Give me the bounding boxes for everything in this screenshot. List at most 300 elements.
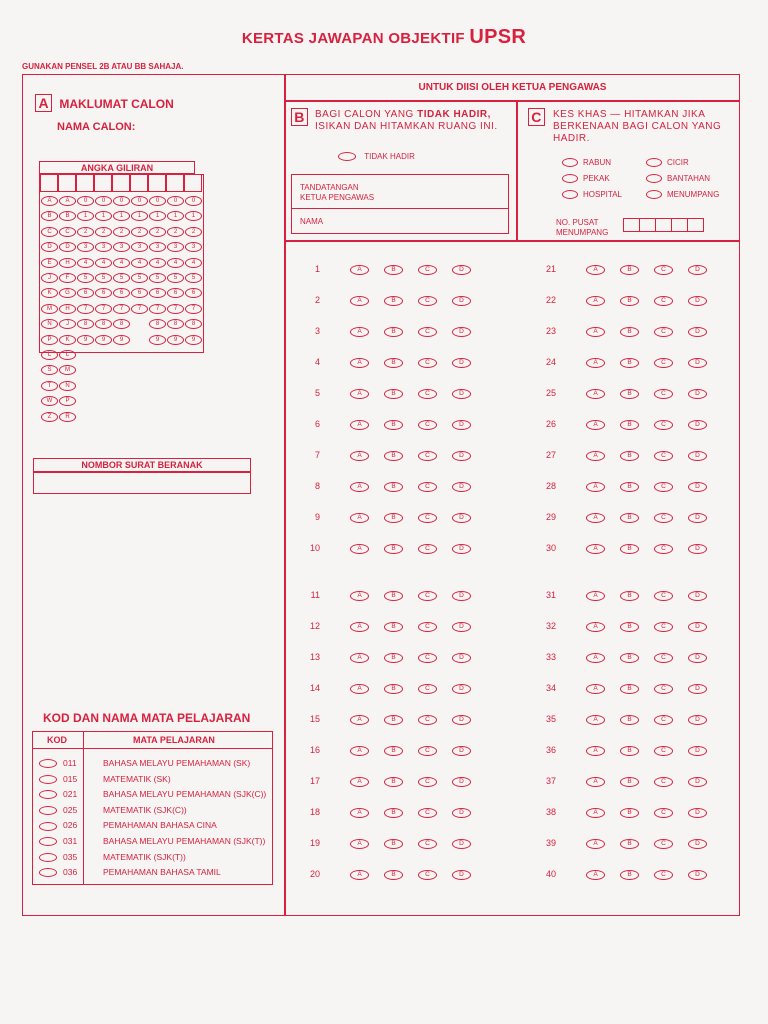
ag-bubble-7-1[interactable]: 1	[149, 211, 166, 221]
kes-option-pekak[interactable]	[562, 174, 610, 183]
answer-bubble-30-a[interactable]: A	[586, 544, 605, 554]
subject-row[interactable]	[39, 836, 269, 846]
answer-bubble-39-b[interactable]: B	[620, 839, 639, 849]
ag-bubble-4-6[interactable]: 6	[95, 288, 112, 298]
answer-bubble-2-d[interactable]: D	[452, 296, 471, 306]
answer-bubble-29-d[interactable]: D	[688, 513, 707, 523]
answer-bubble-18-c[interactable]: C	[418, 808, 437, 818]
answer-bubble-36-c[interactable]: C	[654, 746, 673, 756]
answer-bubble-21-d[interactable]: D	[688, 265, 707, 275]
ag-bubble-3-0[interactable]: 0	[77, 196, 94, 206]
question-number: 22	[545, 295, 556, 305]
ag-bubble-3-7[interactable]: 7	[77, 304, 94, 314]
ag-bubble-2-D[interactable]: D	[59, 242, 76, 252]
answer-bubble-27-d[interactable]: D	[688, 451, 707, 461]
subject-bubble[interactable]	[39, 790, 57, 799]
ag-bubble-9-6[interactable]: 6	[185, 288, 202, 298]
answer-bubble-17-d[interactable]: D	[452, 777, 471, 787]
ag-bubble-9-5[interactable]: 5	[185, 273, 202, 283]
answer-bubble-10-c[interactable]: C	[418, 544, 437, 554]
answer-bubble-26-b[interactable]: B	[620, 420, 639, 430]
answer-bubble-22-d[interactable]: D	[688, 296, 707, 306]
answer-bubble-9-d[interactable]: D	[452, 513, 471, 523]
answer-bubble-15-d[interactable]: D	[452, 715, 471, 725]
answer-bubble-3-c[interactable]: C	[418, 327, 437, 337]
answer-bubble-31-b[interactable]: B	[620, 591, 639, 601]
answer-bubble-12-b[interactable]: B	[384, 622, 403, 632]
ag-bubble-4-2[interactable]: 2	[95, 227, 112, 237]
ag-bubble-1-B[interactable]: B	[41, 211, 58, 221]
answer-bubble-22-c[interactable]: C	[654, 296, 673, 306]
answer-bubble-18-d[interactable]: D	[452, 808, 471, 818]
answer-bubble-25-a[interactable]: A	[586, 389, 605, 399]
answer-bubble-28-a[interactable]: A	[586, 482, 605, 492]
answer-bubble-37-d[interactable]: D	[688, 777, 707, 787]
answer-bubble-16-a[interactable]: A	[350, 746, 369, 756]
ag-bubble-4-0[interactable]: 0	[95, 196, 112, 206]
answer-bubble-13-c[interactable]: C	[418, 653, 437, 663]
ag-bubble-1-S[interactable]: S	[41, 365, 58, 375]
ag-bubble-2-G[interactable]: G	[59, 288, 76, 298]
answer-bubble-17-b[interactable]: B	[384, 777, 403, 787]
ag-bubble-1-M[interactable]: M	[41, 304, 58, 314]
answer-bubble-7-d[interactable]: D	[452, 451, 471, 461]
subject-bubble[interactable]	[39, 868, 57, 877]
answer-bubble-23-c[interactable]: C	[654, 327, 673, 337]
ag-bubble-4-4[interactable]: 4	[95, 258, 112, 268]
answer-bubble-13-b[interactable]: B	[384, 653, 403, 663]
answer-bubble-13-a[interactable]: A	[350, 653, 369, 663]
answer-bubble-35-c[interactable]: C	[654, 715, 673, 725]
ag-bubble-1-P[interactable]: P	[41, 335, 58, 345]
answer-bubble-22-a[interactable]: A	[586, 296, 605, 306]
mata-header: MATA PELAJARAN	[133, 735, 215, 745]
ag-bubble-4-5[interactable]: 5	[95, 273, 112, 283]
ag-bubble-8-1[interactable]: 1	[167, 211, 184, 221]
answer-bubble-12-d[interactable]: D	[452, 622, 471, 632]
ag-bubble-2-A[interactable]: A	[59, 196, 76, 206]
ag-bubble-8-9[interactable]: 9	[167, 335, 184, 345]
answer-bubble-25-b[interactable]: B	[620, 389, 639, 399]
ag-bubble-7-3[interactable]: 3	[149, 242, 166, 252]
answer-bubble-6-b[interactable]: B	[384, 420, 403, 430]
answer-bubble-38-c[interactable]: C	[654, 808, 673, 818]
ag-bubble-9-1[interactable]: 1	[185, 211, 202, 221]
ag-bubble-3-2[interactable]: 2	[77, 227, 94, 237]
ag-bubble-7-7[interactable]: 7	[149, 304, 166, 314]
subject-bubble[interactable]	[39, 837, 57, 846]
answer-bubble-32-b[interactable]: B	[620, 622, 639, 632]
ag-bubble-1-D[interactable]: D	[41, 242, 58, 252]
ag-bubble-9-9[interactable]: 9	[185, 335, 202, 345]
answer-bubble-10-d[interactable]: D	[452, 544, 471, 554]
answer-bubble-14-c[interactable]: C	[418, 684, 437, 694]
ag-bubble-6-6[interactable]: 6	[131, 288, 148, 298]
ag-bubble-8-5[interactable]: 5	[167, 273, 184, 283]
answer-bubble-34-d[interactable]: D	[688, 684, 707, 694]
ag-bubble-5-9[interactable]: 9	[113, 335, 130, 345]
answer-bubble-13-d[interactable]: D	[452, 653, 471, 663]
answer-bubble-29-a[interactable]: A	[586, 513, 605, 523]
answer-bubble-11-d[interactable]: D	[452, 591, 471, 601]
ag-bubble-1-W[interactable]: W	[41, 396, 58, 406]
answer-bubble-5-a[interactable]: A	[350, 389, 369, 399]
answer-bubble-6-a[interactable]: A	[350, 420, 369, 430]
ag-bubble-2-H[interactable]: H	[59, 304, 76, 314]
ag-bubble-4-8[interactable]: 8	[95, 319, 112, 329]
answer-bubble-14-a[interactable]: A	[350, 684, 369, 694]
answer-bubble-33-b[interactable]: B	[620, 653, 639, 663]
ag-bubble-2-N[interactable]: N	[59, 381, 76, 391]
kes-bubble[interactable]	[646, 174, 662, 183]
answer-bubble-20-c[interactable]: C	[418, 870, 437, 880]
ag-bubble-7-2[interactable]: 2	[149, 227, 166, 237]
subject-row[interactable]	[39, 789, 269, 799]
answer-bubble-17-c[interactable]: C	[418, 777, 437, 787]
answer-bubble-39-c[interactable]: C	[654, 839, 673, 849]
answer-bubble-20-b[interactable]: B	[384, 870, 403, 880]
ag-bubble-7-6[interactable]: 6	[149, 288, 166, 298]
answer-bubble-11-c[interactable]: C	[418, 591, 437, 601]
answer-bubble-24-a[interactable]: A	[586, 358, 605, 368]
ag-bubble-7-9[interactable]: 9	[149, 335, 166, 345]
answer-bubble-38-d[interactable]: D	[688, 808, 707, 818]
signature-box[interactable]	[291, 174, 509, 234]
angka-giliran-title: ANGKA GILIRAN	[39, 161, 195, 174]
answer-bubble-25-d[interactable]: D	[688, 389, 707, 399]
ag-bubble-7-8[interactable]: 8	[149, 319, 166, 329]
answer-bubble-20-d[interactable]: D	[452, 870, 471, 880]
answer-bubble-4-c[interactable]: C	[418, 358, 437, 368]
ag-bubble-6-2[interactable]: 2	[131, 227, 148, 237]
ag-bubble-8-4[interactable]: 4	[167, 258, 184, 268]
subject-row[interactable]	[39, 867, 269, 877]
answer-bubble-10-a[interactable]: A	[350, 544, 369, 554]
answer-bubble-16-c[interactable]: C	[418, 746, 437, 756]
ag-bubble-5-8[interactable]: 8	[113, 319, 130, 329]
answer-bubble-15-a[interactable]: A	[350, 715, 369, 725]
kes-option-hospital[interactable]	[562, 190, 622, 199]
answer-bubble-28-d[interactable]: D	[688, 482, 707, 492]
answer-bubble-39-a[interactable]: A	[586, 839, 605, 849]
ag-bubble-9-8[interactable]: 8	[185, 319, 202, 329]
ag-bubble-8-0[interactable]: 0	[167, 196, 184, 206]
answer-bubble-36-a[interactable]: A	[586, 746, 605, 756]
answer-bubble-21-c[interactable]: C	[654, 265, 673, 275]
ag-bubble-2-M[interactable]: M	[59, 365, 76, 375]
ag-bubble-5-3[interactable]: 3	[113, 242, 130, 252]
answer-bubble-40-b[interactable]: B	[620, 870, 639, 880]
answer-bubble-17-a[interactable]: A	[350, 777, 369, 787]
birth-cert-field[interactable]	[33, 472, 251, 494]
ag-bubble-1-A[interactable]: A	[41, 196, 58, 206]
ag-bubble-7-5[interactable]: 5	[149, 273, 166, 283]
answer-bubble-31-d[interactable]: D	[688, 591, 707, 601]
answer-bubble-31-c[interactable]: C	[654, 591, 673, 601]
ag-bubble-8-8[interactable]: 8	[167, 319, 184, 329]
ag-bubble-9-3[interactable]: 3	[185, 242, 202, 252]
answer-bubble-24-d[interactable]: D	[688, 358, 707, 368]
answer-bubble-9-c[interactable]: C	[418, 513, 437, 523]
answer-bubble-10-b[interactable]: B	[384, 544, 403, 554]
kes-bubble[interactable]	[562, 174, 578, 183]
answer-bubble-5-b[interactable]: B	[384, 389, 403, 399]
ag-bubble-6-0[interactable]: 0	[131, 196, 148, 206]
answer-bubble-8-c[interactable]: C	[418, 482, 437, 492]
ag-bubble-3-8[interactable]: 8	[77, 319, 94, 329]
ag-bubble-1-T[interactable]: T	[41, 381, 58, 391]
answer-bubble-14-d[interactable]: D	[452, 684, 471, 694]
answer-bubble-1-d[interactable]: D	[452, 265, 471, 275]
answer-bubble-29-b[interactable]: B	[620, 513, 639, 523]
kes-option-bantahan[interactable]	[646, 174, 710, 183]
answer-bubble-1-c[interactable]: C	[418, 265, 437, 275]
answer-bubble-38-b[interactable]: B	[620, 808, 639, 818]
ag-bubble-3-9[interactable]: 9	[77, 335, 94, 345]
answer-bubble-15-b[interactable]: B	[384, 715, 403, 725]
answer-bubble-19-c[interactable]: C	[418, 839, 437, 849]
ag-bubble-6-4[interactable]: 4	[131, 258, 148, 268]
answer-bubble-2-c[interactable]: C	[418, 296, 437, 306]
answer-bubble-32-d[interactable]: D	[688, 622, 707, 632]
answer-bubble-7-c[interactable]: C	[418, 451, 437, 461]
answer-bubble-40-c[interactable]: C	[654, 870, 673, 880]
answer-bubble-11-b[interactable]: B	[384, 591, 403, 601]
answer-bubble-23-b[interactable]: B	[620, 327, 639, 337]
ag-bubble-3-4[interactable]: 4	[77, 258, 94, 268]
ag-bubble-7-0[interactable]: 0	[149, 196, 166, 206]
answer-bubble-29-c[interactable]: C	[654, 513, 673, 523]
subject-row[interactable]	[39, 758, 269, 768]
subject-bubble[interactable]	[39, 806, 57, 815]
answer-bubble-26-a[interactable]: A	[586, 420, 605, 430]
bc-divider	[516, 100, 518, 240]
answer-bubble-8-d[interactable]: D	[452, 482, 471, 492]
ag-bubble-3-1[interactable]: 1	[77, 211, 94, 221]
answer-bubble-19-b[interactable]: B	[384, 839, 403, 849]
ag-bubble-5-1[interactable]: 1	[113, 211, 130, 221]
kes-bubble[interactable]	[646, 190, 662, 199]
answer-bubble-18-b[interactable]: B	[384, 808, 403, 818]
ag-bubble-2-P[interactable]: P	[59, 396, 76, 406]
answer-bubble-21-b[interactable]: B	[620, 265, 639, 275]
answer-bubble-3-d[interactable]: D	[452, 327, 471, 337]
tidak-hadir-bubble[interactable]	[338, 152, 356, 161]
answer-bubble-23-d[interactable]: D	[688, 327, 707, 337]
answer-bubble-1-a[interactable]: A	[350, 265, 369, 275]
answer-bubble-2-a[interactable]: A	[350, 296, 369, 306]
answer-bubble-8-a[interactable]: A	[350, 482, 369, 492]
kes-bubble[interactable]	[646, 158, 662, 167]
answer-bubble-22-b[interactable]: B	[620, 296, 639, 306]
answer-bubble-35-a[interactable]: A	[586, 715, 605, 725]
answer-bubble-27-b[interactable]: B	[620, 451, 639, 461]
pusat-box-1[interactable]	[623, 218, 640, 232]
answer-bubble-15-c[interactable]: C	[418, 715, 437, 725]
answer-bubble-40-d[interactable]: D	[688, 870, 707, 880]
ag-bubble-1-K[interactable]: K	[41, 288, 58, 298]
answer-bubble-33-a[interactable]: A	[586, 653, 605, 663]
answer-bubble-34-a[interactable]: A	[586, 684, 605, 694]
answer-bubble-20-a[interactable]: A	[350, 870, 369, 880]
answer-bubble-34-b[interactable]: B	[620, 684, 639, 694]
answer-bubble-21-a[interactable]: A	[586, 265, 605, 275]
answer-bubble-28-b[interactable]: B	[620, 482, 639, 492]
answer-bubble-37-c[interactable]: C	[654, 777, 673, 787]
kes-option-cicir[interactable]	[646, 158, 689, 167]
pusat-box-2[interactable]	[639, 218, 656, 232]
answer-bubble-24-b[interactable]: B	[620, 358, 639, 368]
answer-bubble-31-a[interactable]: A	[586, 591, 605, 601]
answer-bubble-11-a[interactable]: A	[350, 591, 369, 601]
ag-bubble-5-6[interactable]: 6	[113, 288, 130, 298]
pusat-box-5[interactable]	[687, 218, 704, 232]
answer-bubble-4-b[interactable]: B	[384, 358, 403, 368]
ag-bubble-3-5[interactable]: 5	[77, 273, 94, 283]
question-number: 32	[545, 621, 556, 631]
answer-bubble-32-c[interactable]: C	[654, 622, 673, 632]
answer-bubble-3-b[interactable]: B	[384, 327, 403, 337]
ag-bubble-6-1[interactable]: 1	[131, 211, 148, 221]
answer-bubble-32-a[interactable]: A	[586, 622, 605, 632]
ag-bubble-9-0[interactable]: 0	[185, 196, 202, 206]
ag-bubble-5-5[interactable]: 5	[113, 273, 130, 283]
answer-bubble-30-d[interactable]: D	[688, 544, 707, 554]
answer-bubble-19-d[interactable]: D	[452, 839, 471, 849]
ag-bubble-8-6[interactable]: 6	[167, 288, 184, 298]
answer-bubble-33-c[interactable]: C	[654, 653, 673, 663]
answer-bubble-16-b[interactable]: B	[384, 746, 403, 756]
ag-bubble-9-2[interactable]: 2	[185, 227, 202, 237]
answer-bubble-9-b[interactable]: B	[384, 513, 403, 523]
answer-bubble-36-d[interactable]: D	[688, 746, 707, 756]
ag-bubble-2-L[interactable]: L	[59, 350, 76, 360]
answer-bubble-6-d[interactable]: D	[452, 420, 471, 430]
answer-bubble-19-a[interactable]: A	[350, 839, 369, 849]
ag-bubble-6-3[interactable]: 3	[131, 242, 148, 252]
answer-bubble-24-c[interactable]: C	[654, 358, 673, 368]
answer-bubble-5-d[interactable]: D	[452, 389, 471, 399]
kes-option-menumpang[interactable]	[646, 190, 719, 199]
ag-bubble-4-7[interactable]: 7	[95, 304, 112, 314]
answer-bubble-27-a[interactable]: A	[586, 451, 605, 461]
subject-row[interactable]	[39, 852, 269, 862]
ag-bubble-5-0[interactable]: 0	[113, 196, 130, 206]
answer-bubble-35-b[interactable]: B	[620, 715, 639, 725]
answer-bubble-26-d[interactable]: D	[688, 420, 707, 430]
ag-bubble-4-9[interactable]: 9	[95, 335, 112, 345]
answer-bubble-9-a[interactable]: A	[350, 513, 369, 523]
ag-bubble-7-4[interactable]: 4	[149, 258, 166, 268]
ag-bubble-1-J[interactable]: J	[41, 273, 58, 283]
ag-bubble-8-3[interactable]: 3	[167, 242, 184, 252]
answer-bubble-6-c[interactable]: C	[418, 420, 437, 430]
tidak-hadir-option[interactable]	[338, 152, 415, 161]
answer-bubble-12-c[interactable]: C	[418, 622, 437, 632]
answer-bubble-8-b[interactable]: B	[384, 482, 403, 492]
subject-bubble[interactable]	[39, 775, 57, 784]
kes-bubble[interactable]	[562, 190, 578, 199]
answer-bubble-28-c[interactable]: C	[654, 482, 673, 492]
answer-bubble-39-d[interactable]: D	[688, 839, 707, 849]
answer-bubble-37-b[interactable]: B	[620, 777, 639, 787]
answer-bubble-25-c[interactable]: C	[654, 389, 673, 399]
ag-bubble-5-2[interactable]: 2	[113, 227, 130, 237]
ag-bubble-2-F[interactable]: F	[59, 273, 76, 283]
answer-bubble-37-a[interactable]: A	[586, 777, 605, 787]
ag-bubble-6-5[interactable]: 5	[131, 273, 148, 283]
answer-bubble-4-d[interactable]: D	[452, 358, 471, 368]
answer-bubble-16-d[interactable]: D	[452, 746, 471, 756]
ag-bubble-4-3[interactable]: 3	[95, 242, 112, 252]
answer-bubble-38-a[interactable]: A	[586, 808, 605, 818]
ag-bubble-2-B[interactable]: B	[59, 211, 76, 221]
answer-bubble-12-a[interactable]: A	[350, 622, 369, 632]
answer-bubble-14-b[interactable]: B	[384, 684, 403, 694]
answer-bubble-36-b[interactable]: B	[620, 746, 639, 756]
answer-bubble-34-c[interactable]: C	[654, 684, 673, 694]
answer-bubble-1-b[interactable]: B	[384, 265, 403, 275]
kes-bubble[interactable]	[562, 158, 578, 167]
pusat-box-4[interactable]	[671, 218, 688, 232]
answer-bubble-7-a[interactable]: A	[350, 451, 369, 461]
answer-bubble-30-c[interactable]: C	[654, 544, 673, 554]
ag-bubble-9-4[interactable]: 4	[185, 258, 202, 268]
answer-bubble-3-a[interactable]: A	[350, 327, 369, 337]
ag-bubble-2-H[interactable]: H	[59, 258, 76, 268]
answer-bubble-40-a[interactable]: A	[586, 870, 605, 880]
ag-bubble-6-7[interactable]: 7	[131, 304, 148, 314]
ag-bubble-3-3[interactable]: 3	[77, 242, 94, 252]
answer-bubble-5-c[interactable]: C	[418, 389, 437, 399]
subject-bubble[interactable]	[39, 759, 57, 768]
ag-bubble-2-C[interactable]: C	[59, 227, 76, 237]
ag-bubble-8-7[interactable]: 7	[167, 304, 184, 314]
ag-bubble-1-C[interactable]: C	[41, 227, 58, 237]
answer-bubble-33-d[interactable]: D	[688, 653, 707, 663]
ag-bubble-5-4[interactable]: 4	[113, 258, 130, 268]
ag-bubble-4-1[interactable]: 1	[95, 211, 112, 221]
answer-bubble-23-a[interactable]: A	[586, 327, 605, 337]
subject-row[interactable]	[39, 820, 269, 830]
ag-bubble-2-J[interactable]: J	[59, 319, 76, 329]
answer-bubble-18-a[interactable]: A	[350, 808, 369, 818]
kes-option-rabun[interactable]	[562, 158, 611, 167]
ag-bubble-8-2[interactable]: 2	[167, 227, 184, 237]
answer-bubble-2-b[interactable]: B	[384, 296, 403, 306]
ag-bubble-5-7[interactable]: 7	[113, 304, 130, 314]
pusat-box-3[interactable]	[655, 218, 672, 232]
ag-bubble-1-N[interactable]: N	[41, 319, 58, 329]
answer-bubble-35-d[interactable]: D	[688, 715, 707, 725]
answer-bubble-4-a[interactable]: A	[350, 358, 369, 368]
answer-bubble-7-b[interactable]: B	[384, 451, 403, 461]
ag-bubble-2-K[interactable]: K	[59, 335, 76, 345]
ag-bubble-1-E[interactable]: E	[41, 258, 58, 268]
answer-bubble-26-c[interactable]: C	[654, 420, 673, 430]
ag-bubble-1-Z[interactable]: Z	[41, 412, 58, 422]
ag-bubble-9-7[interactable]: 7	[185, 304, 202, 314]
ag-bubble-3-6[interactable]: 6	[77, 288, 94, 298]
subject-row[interactable]	[39, 805, 269, 815]
answer-bubble-30-b[interactable]: B	[620, 544, 639, 554]
subject-bubble[interactable]	[39, 822, 57, 831]
ag-bubble-1-L[interactable]: L	[41, 350, 58, 360]
subject-bubble[interactable]	[39, 853, 57, 862]
ag-bubble-2-R[interactable]: R	[59, 412, 76, 422]
subject-row[interactable]	[39, 774, 269, 784]
answer-bubble-27-c[interactable]: C	[654, 451, 673, 461]
